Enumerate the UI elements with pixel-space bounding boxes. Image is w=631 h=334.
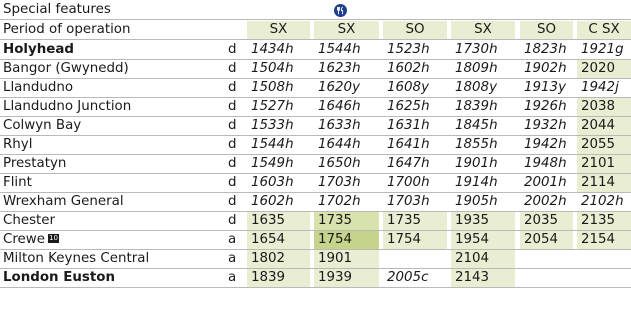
time-cell: 1730h — [455, 42, 498, 57]
time-cell: 2055 — [577, 136, 631, 154]
time-cell: 1902h — [524, 61, 567, 76]
time-cell: 2005c — [387, 270, 429, 285]
period-cell: SX — [451, 21, 515, 39]
time-cell: 1703h — [318, 175, 361, 190]
period-cell: SO — [383, 21, 447, 39]
time-cell: 1603h — [251, 175, 294, 190]
station-name-text: Llandudno Junction — [3, 99, 132, 114]
period-cell: SX — [247, 21, 310, 39]
station-name — [3, 116, 81, 135]
time-cell: 2154 — [577, 231, 631, 249]
period-cell: C SX — [577, 21, 631, 39]
time-cell: 1631h — [387, 118, 430, 133]
interchange-badge-icon: 10 — [49, 233, 58, 242]
time-cell: 1602h — [387, 61, 430, 76]
time-cell: 1932h — [524, 118, 567, 133]
table-row — [0, 59, 631, 78]
time-cell: 2001h — [524, 175, 567, 190]
station-name — [3, 40, 74, 59]
time-cell: 1703h — [387, 194, 430, 209]
time-cell: 1808y — [455, 80, 498, 95]
table-row — [0, 78, 631, 97]
time-cell: 1544h — [251, 137, 294, 152]
station-name — [3, 59, 129, 78]
time-cell: 1939 — [314, 269, 379, 287]
time-cell: 1644h — [318, 137, 361, 152]
time-cell: 1608y — [387, 80, 430, 95]
time-cell: 1948h — [524, 156, 567, 171]
table-row — [0, 97, 631, 116]
station-name — [3, 249, 149, 268]
time-cell: 1839h — [455, 99, 498, 114]
time-cell: 2035 — [520, 212, 573, 230]
station-name-text: Prestatyn — [3, 156, 67, 171]
time-cell: 1654 — [247, 231, 310, 249]
time-cell: 1527h — [251, 99, 294, 114]
time-cell: 2002h — [524, 194, 567, 209]
time-cell: 1754 — [314, 231, 379, 249]
time-cell: 1913y — [524, 80, 567, 95]
table-row — [0, 268, 631, 287]
time-cell: 2044 — [577, 117, 631, 135]
station-name — [3, 268, 115, 287]
time-cell: 1823h — [524, 42, 567, 57]
time-cell: 1901h — [455, 156, 498, 171]
station-name — [3, 135, 32, 154]
station-name-text: Crewe — [3, 232, 45, 247]
time-cell: 1921g — [581, 42, 624, 57]
time-cell: 2114 — [577, 174, 631, 192]
arr-dep-indicator: d — [228, 175, 237, 190]
time-cell: 1855h — [455, 137, 498, 152]
station-name — [3, 154, 66, 173]
arr-dep-indicator: d — [228, 61, 237, 76]
time-cell: 1625h — [387, 99, 430, 114]
table-row — [0, 211, 631, 230]
arr-dep-indicator: a — [228, 251, 237, 266]
time-cell: 1926h — [524, 99, 567, 114]
arr-dep-indicator: d — [228, 137, 237, 152]
station-name — [3, 211, 55, 230]
special-features-row — [0, 0, 631, 19]
arr-dep-indicator: d — [228, 156, 237, 171]
time-cell: 1839 — [247, 269, 310, 287]
time-cell: 1942h — [524, 137, 567, 152]
time-cell: 2104 — [451, 250, 515, 268]
time-cell: 1845h — [455, 118, 498, 133]
time-cell: 1942j — [581, 80, 619, 95]
table-row — [0, 192, 631, 211]
table-row — [0, 40, 631, 59]
station-name-text: Chester — [3, 213, 56, 228]
time-cell: 2038 — [577, 98, 631, 116]
period-row — [0, 20, 631, 39]
station-name — [3, 173, 32, 192]
time-cell: 2054 — [520, 231, 573, 249]
time-cell: 1809h — [455, 61, 498, 76]
time-cell: 1549h — [251, 156, 294, 171]
station-name — [3, 97, 131, 116]
arr-dep-indicator: d — [228, 118, 237, 133]
arr-dep-indicator: d — [228, 213, 237, 228]
time-cell: 1647h — [387, 156, 430, 171]
time-cell: 1623h — [318, 61, 361, 76]
restaurant-icon — [334, 4, 347, 17]
station-name-text: Llandudno — [3, 80, 74, 95]
time-cell: 1646h — [318, 99, 361, 114]
station-name-text: London Euston — [3, 270, 116, 285]
table-row — [0, 249, 631, 268]
arr-dep-indicator: d — [228, 42, 237, 57]
time-cell: 1544h — [318, 42, 361, 57]
table-row — [0, 154, 631, 173]
station-name-text: Milton Keynes Central — [3, 251, 150, 266]
arr-dep-indicator: a — [228, 232, 237, 247]
time-cell: 1901 — [314, 250, 379, 268]
station-name-text: Flint — [3, 175, 32, 190]
table-row — [0, 116, 631, 135]
time-cell: 1735 — [383, 212, 447, 230]
station-name-text: Colwyn Bay — [3, 118, 82, 133]
table-row — [0, 173, 631, 192]
time-cell: 1434h — [251, 42, 294, 57]
time-cell: 1635 — [247, 212, 310, 230]
time-cell: 2102h — [581, 194, 624, 209]
time-cell: 1935 — [451, 212, 515, 230]
time-cell: 1754 — [383, 231, 447, 249]
time-cell: 1700h — [387, 175, 430, 190]
period-label: Period of operation — [3, 22, 131, 37]
arr-dep-indicator: d — [228, 99, 237, 114]
time-cell: 1650h — [318, 156, 361, 171]
time-cell: 1523h — [387, 42, 430, 57]
station-name — [3, 192, 124, 211]
arr-dep-indicator: a — [228, 270, 237, 285]
table-row — [0, 230, 631, 249]
arr-dep-indicator: d — [228, 194, 237, 209]
time-cell: 1954 — [451, 231, 515, 249]
time-cell: 1602h — [251, 194, 294, 209]
table-row — [0, 135, 631, 154]
time-cell: 2135 — [577, 212, 631, 230]
row-divider — [0, 287, 631, 288]
time-cell: 1508h — [251, 80, 294, 95]
time-cell: 1620y — [318, 80, 361, 95]
period-cell: SX — [314, 21, 379, 39]
station-name — [3, 78, 73, 97]
time-cell: 1702h — [318, 194, 361, 209]
time-cell: 1504h — [251, 61, 294, 76]
station-name-text: Bangor (Gwynedd) — [3, 61, 129, 76]
time-cell: 1533h — [251, 118, 294, 133]
station-name — [3, 230, 59, 249]
time-cell: 2101 — [577, 155, 631, 173]
time-cell: 2020 — [577, 60, 631, 78]
time-cell: 2143 — [451, 269, 515, 287]
station-name-text: Holyhead — [3, 42, 74, 57]
time-cell: 1905h — [455, 194, 498, 209]
time-cell: 1914h — [455, 175, 498, 190]
special-features-label: Special features — [3, 2, 111, 17]
time-cell: 1641h — [387, 137, 430, 152]
time-cell: 1802 — [247, 250, 310, 268]
arr-dep-indicator: d — [228, 80, 237, 95]
station-name-text: Rhyl — [3, 137, 33, 152]
period-cell: SO — [520, 21, 573, 39]
time-cell: 1735 — [314, 212, 379, 230]
time-cell: 1633h — [318, 118, 361, 133]
station-name-text: Wrexham General — [3, 194, 124, 209]
